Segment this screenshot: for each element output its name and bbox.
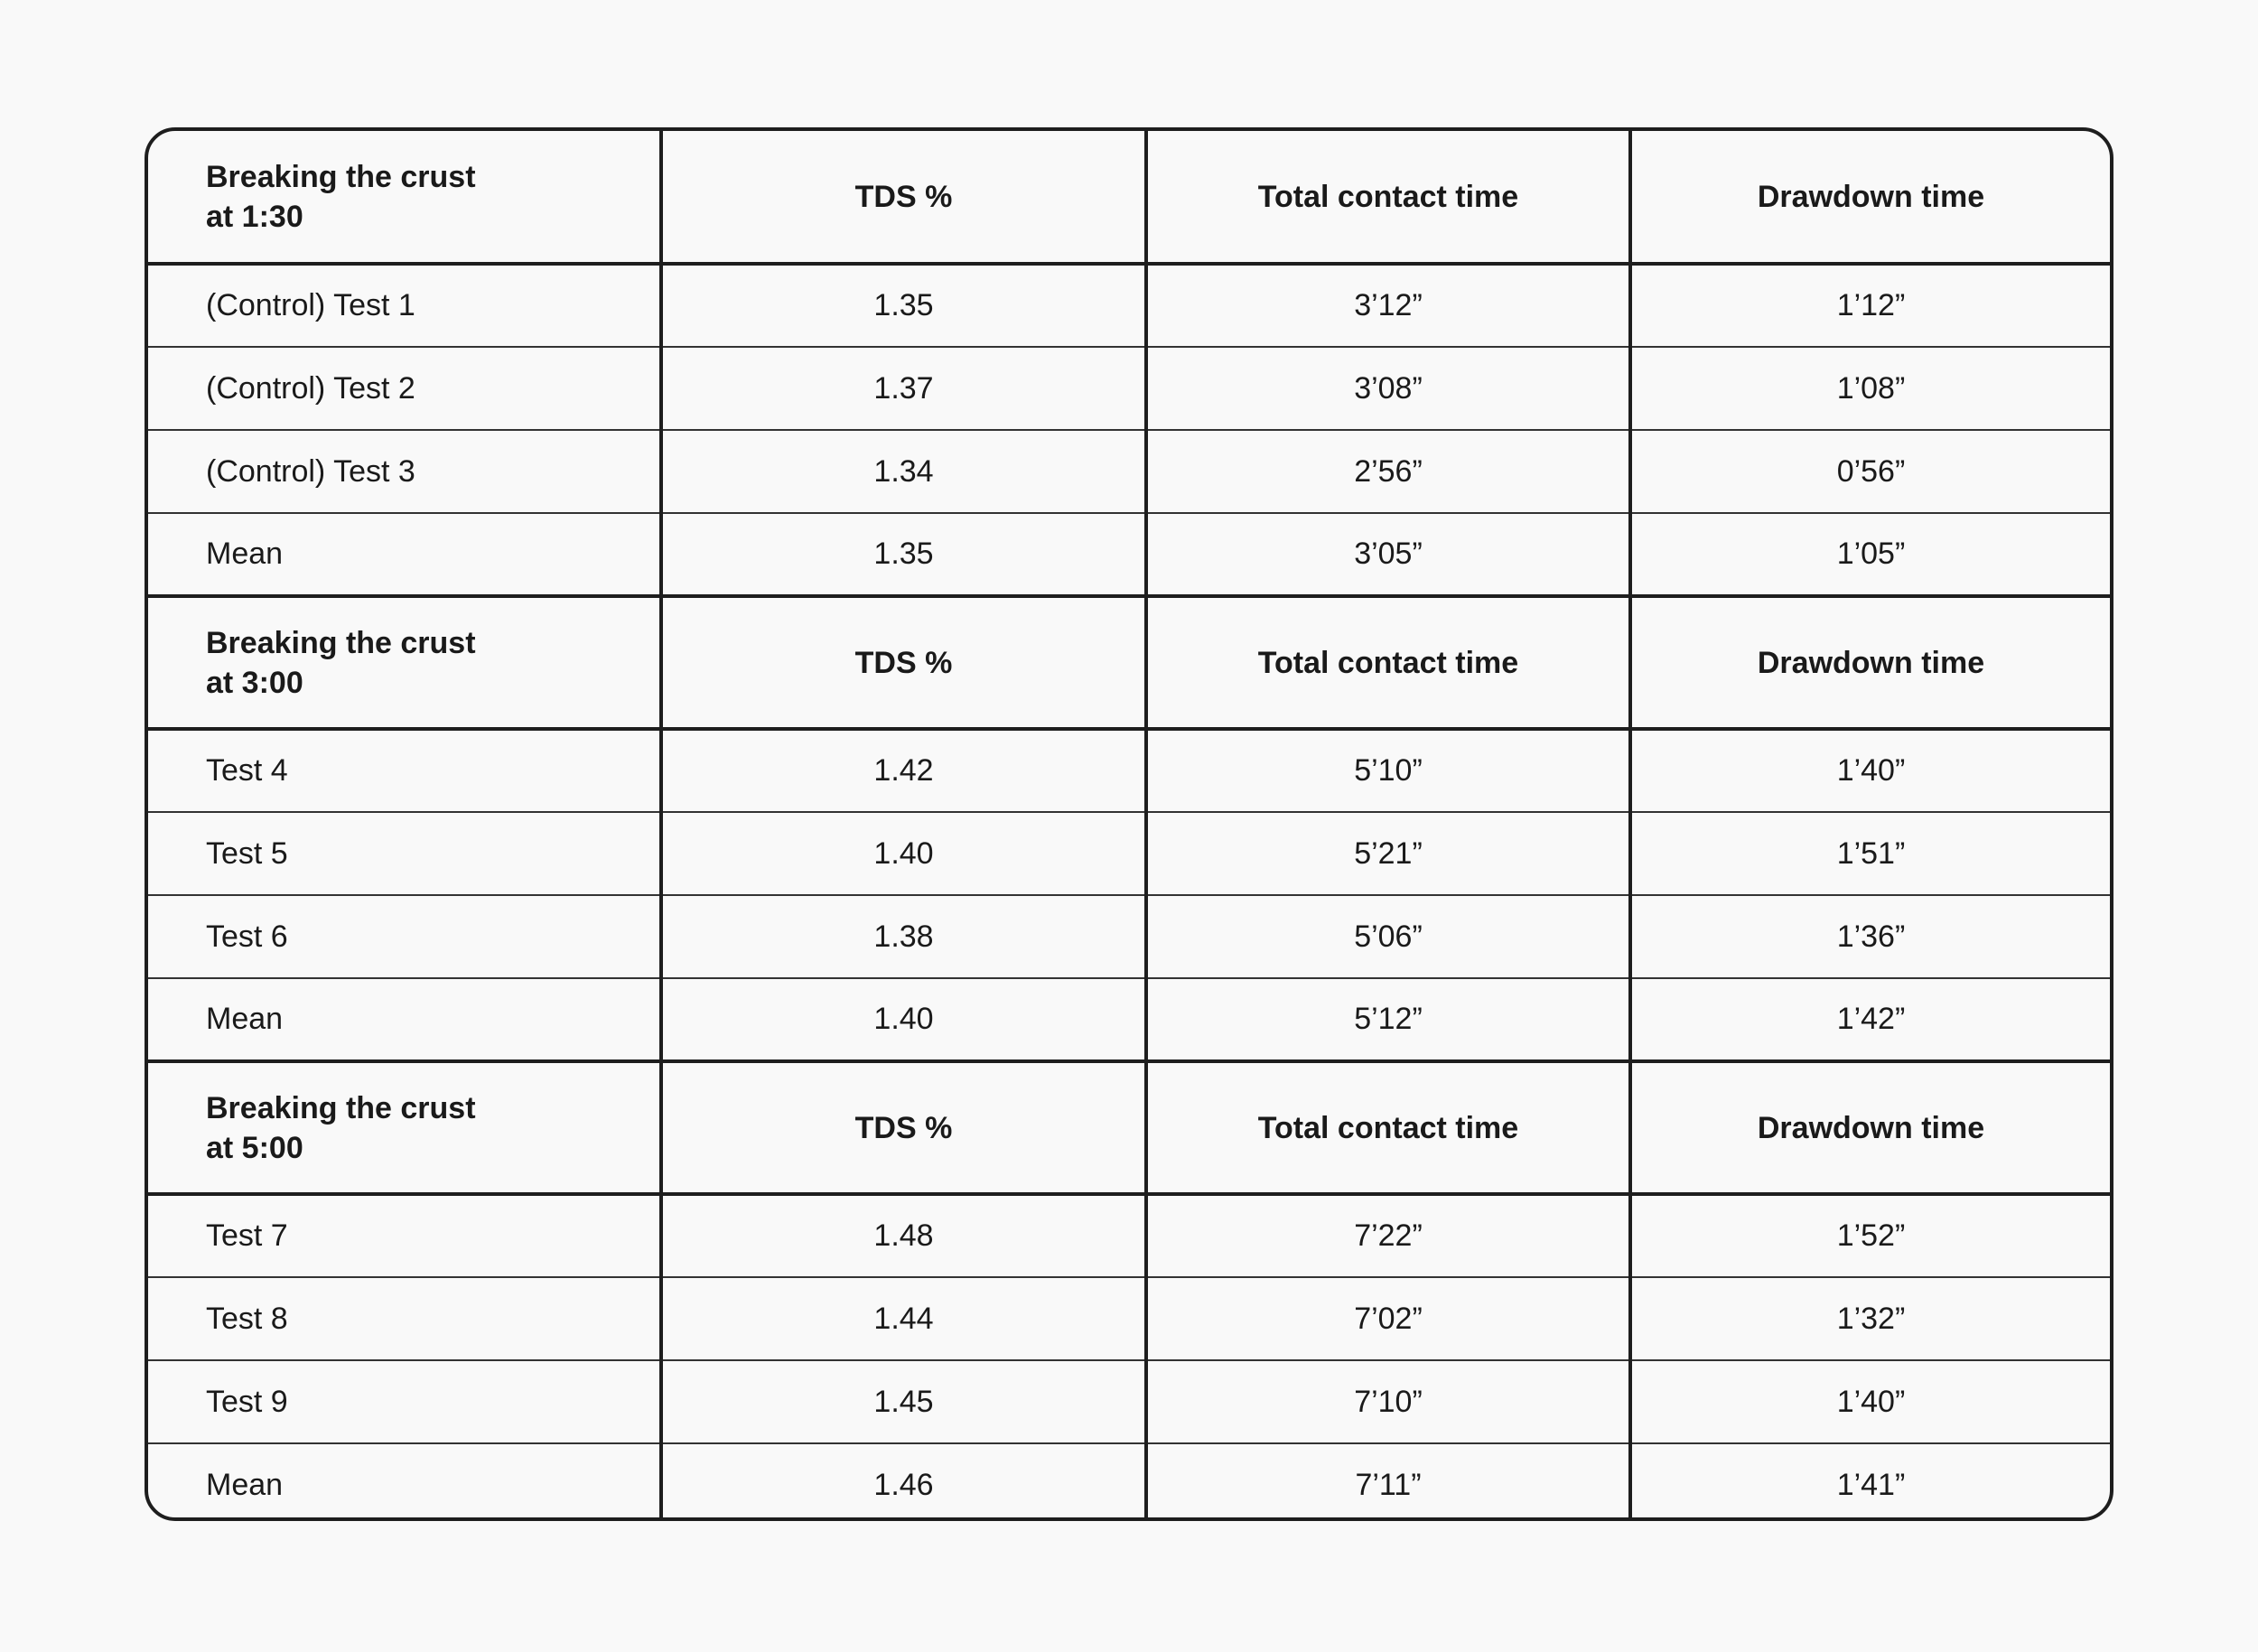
header-tds: TDS %: [661, 1061, 1146, 1194]
row-label: Test 8: [148, 1277, 661, 1360]
section-header-label: [148, 131, 661, 264]
drawdown-time-value: 1’36”: [1630, 895, 2110, 978]
tds-value: 1.42: [661, 729, 1146, 812]
contact-time-value: 3’12”: [1146, 264, 1630, 347]
header-label-line1: Breaking the crust: [206, 1090, 476, 1125]
header-total-contact-time: Total contact time: [1146, 1061, 1630, 1194]
table-row: [148, 1277, 2110, 1360]
section-header-label: [148, 1061, 661, 1194]
crust-breaking-results-table: [148, 131, 2110, 1521]
tds-value: 1.48: [661, 1194, 1146, 1277]
table-row: [148, 1194, 2110, 1277]
header-label-line1: Breaking the crust: [206, 159, 476, 194]
drawdown-time-value: 0’56”: [1630, 430, 2110, 513]
header-drawdown-time: Drawdown time: [1630, 596, 2110, 729]
tds-value: 1.46: [661, 1443, 1146, 1521]
tds-value: 1.37: [661, 347, 1146, 430]
drawdown-time-value: 1’05”: [1630, 513, 2110, 596]
row-label: Test 7: [148, 1194, 661, 1277]
contact-time-value: 2’56”: [1146, 430, 1630, 513]
mean-row: [148, 978, 2110, 1061]
drawdown-time-value: 1’51”: [1630, 812, 2110, 895]
row-label: (Control) Test 3: [148, 430, 661, 513]
section-header-label: [148, 596, 661, 729]
table-row: [148, 430, 2110, 513]
header-total-contact-time: Total contact time: [1146, 131, 1630, 264]
row-label: Test 5: [148, 812, 661, 895]
drawdown-time-value: 1’08”: [1630, 347, 2110, 430]
section-header-row: [148, 596, 2110, 729]
drawdown-time-value: 1’40”: [1630, 1360, 2110, 1443]
contact-time-value: 5’10”: [1146, 729, 1630, 812]
header-total-contact-time: Total contact time: [1146, 596, 1630, 729]
row-label: (Control) Test 1: [148, 264, 661, 347]
drawdown-time-value: 1’52”: [1630, 1194, 2110, 1277]
contact-time-value: 5’06”: [1146, 895, 1630, 978]
row-label: Test 4: [148, 729, 661, 812]
tds-value: 1.45: [661, 1360, 1146, 1443]
row-label: (Control) Test 2: [148, 347, 661, 430]
row-label: Mean: [148, 978, 661, 1061]
results-table-container: [145, 127, 2113, 1521]
table-row: [148, 1360, 2110, 1443]
contact-time-value: 3’08”: [1146, 347, 1630, 430]
contact-time-value: 3’05”: [1146, 513, 1630, 596]
table-row: [148, 347, 2110, 430]
row-label: Mean: [148, 513, 661, 596]
row-label: Test 6: [148, 895, 661, 978]
drawdown-time-value: 1’41”: [1630, 1443, 2110, 1521]
drawdown-time-value: 1’42”: [1630, 978, 2110, 1061]
header-tds: TDS %: [661, 596, 1146, 729]
header-label-line2: at 5:00: [206, 1130, 303, 1165]
contact-time-value: 5’12”: [1146, 978, 1630, 1061]
section-header-row: [148, 131, 2110, 264]
section-header-row: [148, 1061, 2110, 1194]
table-row: [148, 812, 2110, 895]
table-row: [148, 729, 2110, 812]
tds-value: 1.44: [661, 1277, 1146, 1360]
tds-value: 1.38: [661, 895, 1146, 978]
contact-time-value: 5’21”: [1146, 812, 1630, 895]
header-label-line1: Breaking the crust: [206, 625, 476, 660]
header-label-line2: at 3:00: [206, 665, 303, 700]
table-row: [148, 264, 2110, 347]
tds-value: 1.40: [661, 978, 1146, 1061]
drawdown-time-value: 1’40”: [1630, 729, 2110, 812]
row-label: Mean: [148, 1443, 661, 1521]
contact-time-value: 7’10”: [1146, 1360, 1630, 1443]
contact-time-value: 7’11”: [1146, 1443, 1630, 1521]
tds-value: 1.40: [661, 812, 1146, 895]
tds-value: 1.35: [661, 513, 1146, 596]
header-drawdown-time: Drawdown time: [1757, 179, 1985, 214]
tds-value: 1.34: [661, 430, 1146, 513]
header-label-line2: at 1:30: [206, 199, 303, 234]
drawdown-time-value: 1’12”: [1630, 264, 2110, 347]
row-label: Test 9: [148, 1360, 661, 1443]
header-drawdown-time: Drawdown time: [1630, 1061, 2110, 1194]
mean-row: [148, 513, 2110, 596]
drawdown-time-value: 1’32”: [1630, 1277, 2110, 1360]
table-row: [148, 895, 2110, 978]
tds-value: 1.35: [661, 264, 1146, 347]
header-tds: TDS %: [661, 131, 1146, 264]
contact-time-value: 7’02”: [1146, 1277, 1630, 1360]
contact-time-value: 7’22”: [1146, 1194, 1630, 1277]
mean-row: [148, 1443, 2110, 1521]
